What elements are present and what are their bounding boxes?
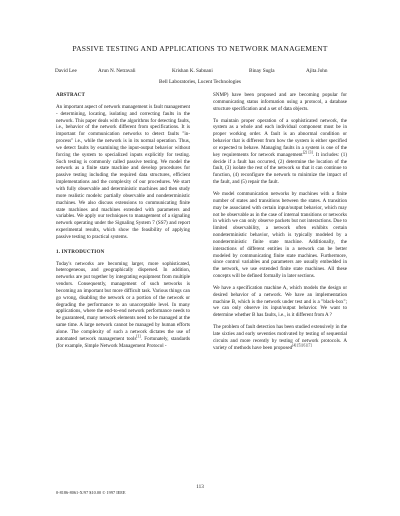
section-heading-introduction: 1. INTRODUCTION <box>56 248 105 255</box>
author-name: Binay Sugla <box>249 68 275 74</box>
author-name: Arun N. Netravali <box>98 68 136 74</box>
body-paragraph: The problem of fault detection has been studied extensively in the late sixties and early seventies motivated by testing of sequential circuits and more recently by testing of network protocols. A variety of methods have been proposed[4] [5] [6] [7] <box>213 324 347 351</box>
abstract-text: An important aspect of network management is fault management - determining, locating, isolating and correcting faults in the network. This paper deals with the algorithms for detecting faults, i.e., behavior of the network different from specifications. It is important for communication networks to detect faults "in-process" i.e., while the network is in its normal operation. Thus, we detect faults by examining the input-output behavior without forcing the system to specialized inputs explicitly for testing. Such testing is commonly called passive testing. We model the network as a finite state machine and develop procedures for passive testing including the required data structures, efficient implementations and the complexity of our procedures. We start with fully observable and deterministic machines and then study more realistic models: partially observable and nondeterministic machines. We also discuss extensions to communicating finite state machines and machines extended with parameters and variables. We apply our techniques to management of a signaling network operating under the Signaling System 7 (SS7) and report experimental results, which show the feasibility of applying passive testing to practical systems. <box>56 103 190 240</box>
intro-paragraph: Today's networks are becoming larger, more sophisticated, heterogeneous, and geographically dispersed. In addition, networks are put together by integrating equipment from multiple vendors. Consequently, management of such networks is becoming an important but more difficult task. Various things can go wrong, disabling the network or a portion of the network or degrading the performance to an unacceptable level. In many applications, where the end-to-end network performance needs to be guaranteed, many network elements need to be managed at the same time. A large network cannot be managed by human efforts alone. The complexity of such a network dictates the use of automated network management tools[1]. Fortunately, standards (for example, Simple Network Management Protocol - <box>56 260 190 349</box>
right-column <box>213 92 347 357</box>
author-name: Ajita John <box>306 68 328 74</box>
body-paragraph: We have a specification machine A, which models the design or desired behavior of a network. We have an implementation machine B, which is the network under test and is a "black-box"; we can only observe its input/output behavior. We want to determine whether B has faults, i.e., is it different from A ? <box>213 284 347 319</box>
left-column <box>56 92 190 355</box>
citation-ref: [1] <box>136 334 141 339</box>
citation-ref: [2] [3] <box>302 150 313 155</box>
affiliation: Bell Laboratories, Lucent Technologies <box>159 79 241 85</box>
citation-ref: [4] [5] [6] [7] <box>292 343 312 348</box>
abstract-heading: ABSTRACT <box>56 92 86 98</box>
paper-title: PASSIVE TESTING AND APPLICATIONS TO NETWORK MANAGEMENT <box>72 44 328 53</box>
author-list <box>55 68 345 77</box>
page-number: 113 <box>196 484 204 490</box>
body-paragraph: We model communication networks by machines with a finite number of states and transitions between the states. A transition may be associated with certain input/output behavior, which may not be observable as in the case of internal transitions or networks in which we can only observe packets but not interactions. Due to limited observability, a network often exhibits certain nondeterministic behavior, which is typically modeled by a nondeterministic finite state machine. Additionally, the interactions of different entities in a network can be better modeled by communicating finite state machines. Furthermore, since control variables and parameters are usually embedded in the network, we use extended finite state machines. All these concepts will be defined formally in later sections. <box>213 190 347 280</box>
author-name: Krishan K. Sabnani <box>172 68 213 74</box>
author-name: David Lee <box>55 68 77 74</box>
copyright-footer: 0-8186-8061-X/97 $10.00 © 1997 IEEE <box>56 490 126 495</box>
body-paragraph: SNMP) have been proposed and are becoming popular for communicating status information using a protocol, a database structure specification and a set of data objects. <box>213 92 347 112</box>
body-paragraph: To maintain proper operation of a sophisticated network, the system as a whole and each individual component must be in proper working order. A fault is an abnormal condition or behavior that is different from how the system is either specified or expected to behave. Managing faults in a system is one of the key requirements for network management[2] [3]. It includes: (1) decide if a fault has occurred, (2) determine the location of the fault, (3) isolate the rest of the network so that it can continue to function, (4) reconfigure the network to minimize the impact of the fault, and (5) repair the fault. <box>213 117 347 186</box>
